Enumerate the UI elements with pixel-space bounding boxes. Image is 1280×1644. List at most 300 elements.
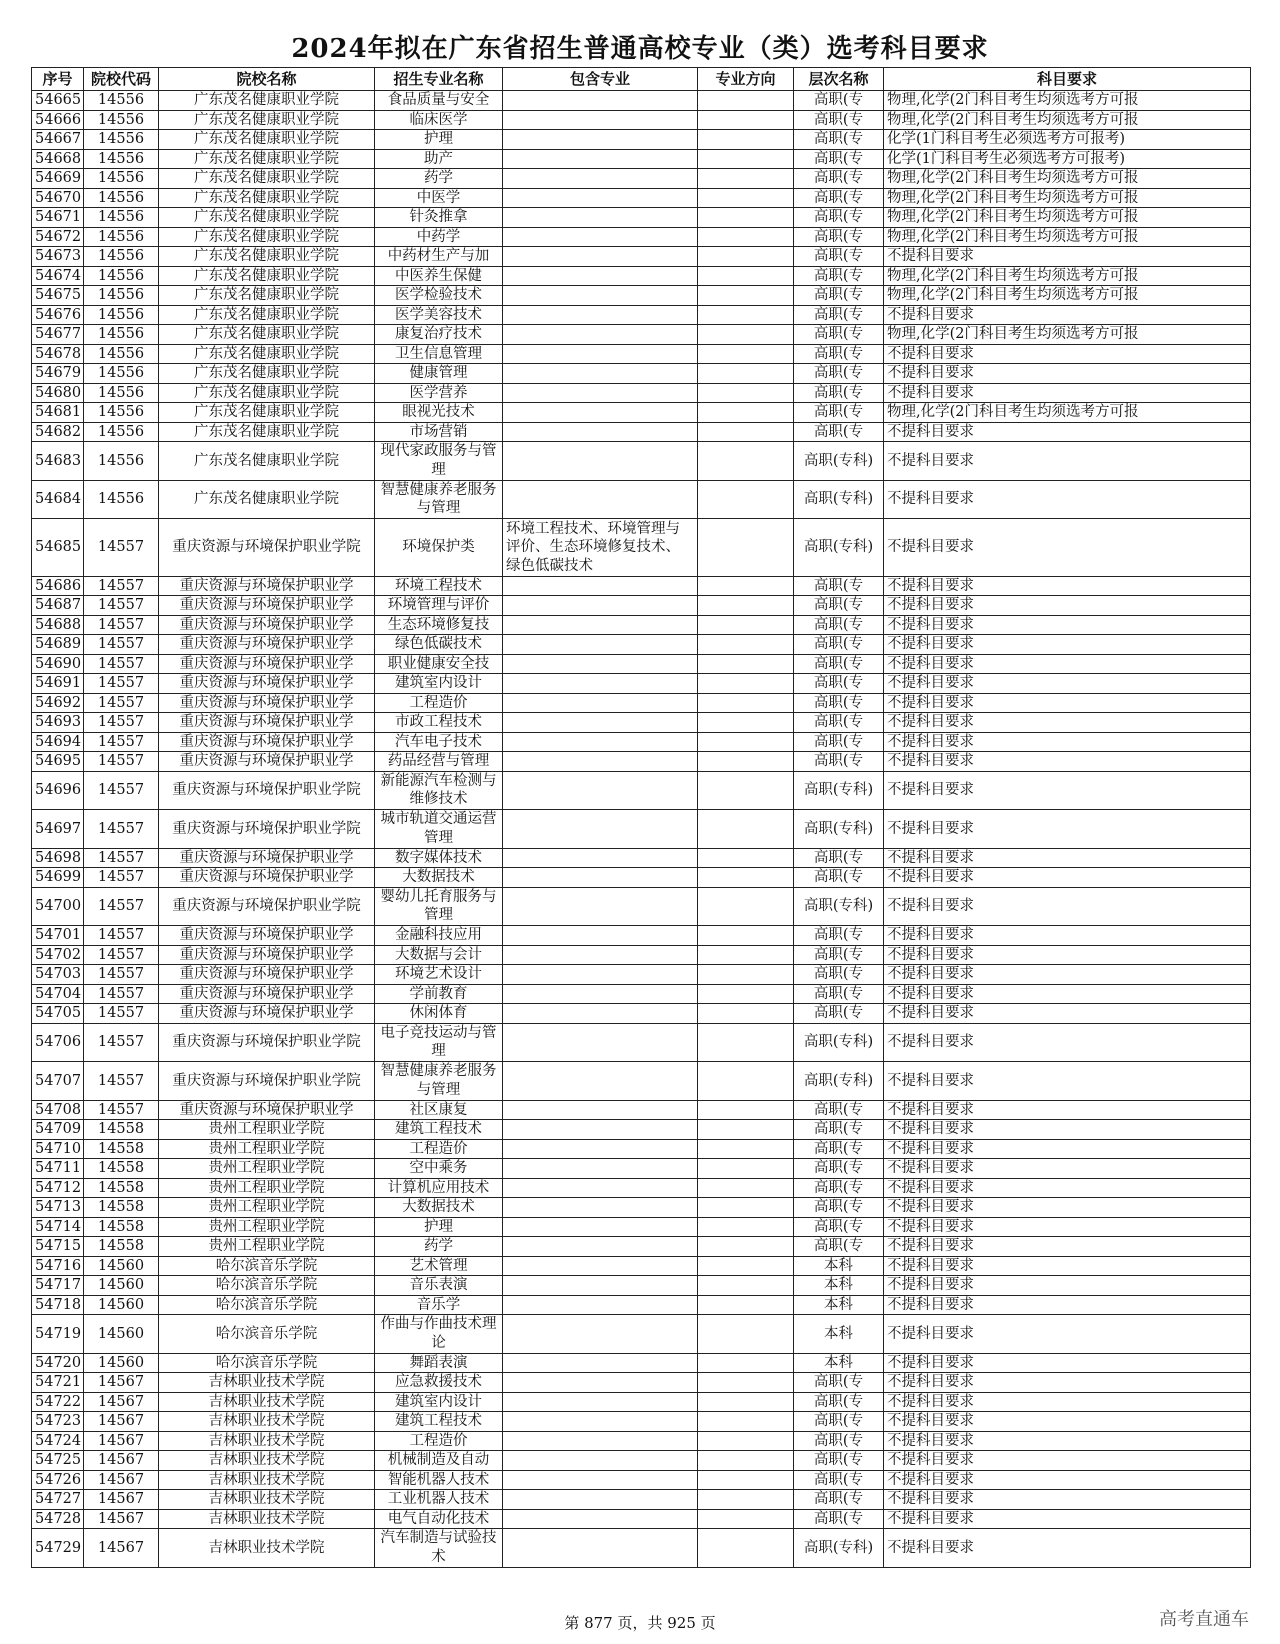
cell-subject-requirement: 不提科目要求 <box>884 674 1251 694</box>
cell-school-code: 14558 <box>84 1159 159 1179</box>
cell-level: 高职(专 <box>794 848 884 868</box>
cell-major-name: 城市轨道交通运营管理 <box>375 810 503 849</box>
cell-major-direction <box>698 848 794 868</box>
cell-subject-requirement: 不提科目要求 <box>884 1315 1251 1354</box>
cell-included-majors <box>503 674 698 694</box>
cell-major-direction <box>698 771 794 810</box>
table-row <box>32 1276 1251 1296</box>
cell-major-name: 药学 <box>375 1237 503 1257</box>
cell-school-code: 14556 <box>84 91 159 111</box>
cell-level: 高职(专 <box>794 576 884 596</box>
cell-major-name: 学前教育 <box>375 984 503 1004</box>
table-row <box>32 1100 1251 1120</box>
cell-school-name: 吉林职业技术学院 <box>159 1431 375 1451</box>
cell-major-direction <box>698 868 794 888</box>
cell-major-direction <box>698 1237 794 1257</box>
table-row <box>32 383 1251 403</box>
cell-major-direction <box>698 1431 794 1451</box>
cell-included-majors <box>503 227 698 247</box>
cell-included-majors <box>503 1120 698 1140</box>
cell-major-name: 中医养生保健 <box>375 266 503 286</box>
cell-school-name: 广东茂名健康职业学院 <box>159 266 375 286</box>
cell-major-name: 医学检验技术 <box>375 286 503 306</box>
cell-serial: 54679 <box>32 364 84 384</box>
cell-serial: 54700 <box>32 887 84 926</box>
cell-school-name: 重庆资源与环境保护职业学 <box>159 596 375 616</box>
cell-level: 高职(专 <box>794 305 884 325</box>
cell-subject-requirement: 不提科目要求 <box>884 771 1251 810</box>
cell-school-code: 14556 <box>84 364 159 384</box>
cell-level: 高职(专 <box>794 1237 884 1257</box>
cell-school-name: 广东茂名健康职业学院 <box>159 422 375 442</box>
cell-included-majors <box>503 383 698 403</box>
cell-level: 高职(专 <box>794 1100 884 1120</box>
cell-major-name: 建筑工程技术 <box>375 1120 503 1140</box>
table-row <box>32 693 1251 713</box>
cell-serial: 54670 <box>32 188 84 208</box>
cell-school-name: 贵州工程职业学院 <box>159 1237 375 1257</box>
cell-serial: 54674 <box>32 266 84 286</box>
cell-level: 高职(专 <box>794 984 884 1004</box>
cell-level: 高职(专 <box>794 635 884 655</box>
cell-school-name: 贵州工程职业学院 <box>159 1139 375 1159</box>
cell-school-code: 14567 <box>84 1392 159 1412</box>
cell-major-name: 康复治疗技术 <box>375 325 503 345</box>
table-row <box>32 771 1251 810</box>
cell-major-direction <box>698 1392 794 1412</box>
cell-level: 高职(专 <box>794 110 884 130</box>
cell-major-direction <box>698 713 794 733</box>
cell-major-direction <box>698 732 794 752</box>
cell-school-name: 重庆资源与环境保护职业学院 <box>159 1023 375 1062</box>
cell-level: 高职(专 <box>794 654 884 674</box>
cell-school-name: 重庆资源与环境保护职业学 <box>159 576 375 596</box>
cell-school-name: 广东茂名健康职业学院 <box>159 91 375 111</box>
table-row <box>32 596 1251 616</box>
cell-subject-requirement: 不提科目要求 <box>884 732 1251 752</box>
cell-major-direction <box>698 247 794 267</box>
cell-school-code: 14556 <box>84 344 159 364</box>
cell-serial: 54725 <box>32 1451 84 1471</box>
cell-serial: 54690 <box>32 654 84 674</box>
cell-major-name: 社区康复 <box>375 1100 503 1120</box>
cell-school-name: 广东茂名健康职业学院 <box>159 403 375 423</box>
cell-subject-requirement: 物理,化学(2门科目考生均须选考方可报 <box>884 286 1251 306</box>
cell-included-majors <box>503 1178 698 1198</box>
cell-major-direction <box>698 1276 794 1296</box>
cell-serial: 54722 <box>32 1392 84 1412</box>
cell-school-name: 重庆资源与环境保护职业学院 <box>159 519 375 577</box>
cell-subject-requirement: 不提科目要求 <box>884 752 1251 772</box>
cell-major-name: 数字媒体技术 <box>375 848 503 868</box>
cell-school-name: 哈尔滨音乐学院 <box>159 1295 375 1315</box>
cell-school-name: 重庆资源与环境保护职业学院 <box>159 771 375 810</box>
cell-serial: 54701 <box>32 926 84 946</box>
cell-major-name: 工程造价 <box>375 693 503 713</box>
cell-major-direction <box>698 1159 794 1179</box>
cell-subject-requirement: 不提科目要求 <box>884 1373 1251 1393</box>
cell-included-majors <box>503 771 698 810</box>
cell-major-direction <box>698 188 794 208</box>
cell-subject-requirement: 不提科目要求 <box>884 887 1251 926</box>
cell-school-name: 广东茂名健康职业学院 <box>159 442 375 481</box>
cell-included-majors <box>503 654 698 674</box>
watermark-logo: 高考直通车 <box>1159 1609 1249 1630</box>
cell-major-name: 新能源汽车检测与维修技术 <box>375 771 503 810</box>
cell-level: 高职(专 <box>794 1470 884 1490</box>
table-row <box>32 130 1251 150</box>
cell-major-direction <box>698 752 794 772</box>
cell-included-majors <box>503 810 698 849</box>
cell-serial: 54671 <box>32 208 84 228</box>
cell-major-direction <box>698 654 794 674</box>
table-row <box>32 1062 1251 1101</box>
cell-school-code: 14556 <box>84 130 159 150</box>
cell-level: 高职(专科) <box>794 887 884 926</box>
cell-level: 高职(专 <box>794 926 884 946</box>
cell-school-name: 重庆资源与环境保护职业学院 <box>159 887 375 926</box>
cell-major-name: 大数据技术 <box>375 868 503 888</box>
cell-major-direction <box>698 1509 794 1529</box>
cell-included-majors <box>503 208 698 228</box>
cell-included-majors <box>503 1100 698 1120</box>
header-subject-requirement: 科目要求 <box>884 68 1251 91</box>
cell-school-name: 吉林职业技术学院 <box>159 1529 375 1568</box>
cell-serial: 54707 <box>32 1062 84 1101</box>
cell-serial: 54686 <box>32 576 84 596</box>
cell-subject-requirement: 化学(1门科目考生必须选考方可报考) <box>884 149 1251 169</box>
cell-subject-requirement: 不提科目要求 <box>884 1120 1251 1140</box>
table-row <box>32 227 1251 247</box>
page-footer: 第 877 页，共 925 页 <box>564 1614 716 1632</box>
cell-school-code: 14567 <box>84 1431 159 1451</box>
cell-major-direction <box>698 635 794 655</box>
cell-subject-requirement: 物理,化学(2门科目考生均须选考方可报 <box>884 188 1251 208</box>
cell-included-majors <box>503 1295 698 1315</box>
cell-included-majors <box>503 1023 698 1062</box>
cell-serial: 54716 <box>32 1256 84 1276</box>
cell-serial: 54719 <box>32 1315 84 1354</box>
cell-major-direction <box>698 984 794 1004</box>
table-row <box>32 110 1251 130</box>
cell-school-name: 吉林职业技术学院 <box>159 1373 375 1393</box>
cell-subject-requirement: 物理,化学(2门科目考生均须选考方可报 <box>884 227 1251 247</box>
table-row <box>32 169 1251 189</box>
cell-level: 高职(专 <box>794 1373 884 1393</box>
cell-school-name: 吉林职业技术学院 <box>159 1451 375 1471</box>
cell-level: 本科 <box>794 1353 884 1373</box>
cell-school-code: 14557 <box>84 926 159 946</box>
cell-included-majors <box>503 344 698 364</box>
cell-level: 本科 <box>794 1295 884 1315</box>
cell-school-name: 哈尔滨音乐学院 <box>159 1256 375 1276</box>
cell-major-name: 应急救援技术 <box>375 1373 503 1393</box>
cell-school-code: 14558 <box>84 1120 159 1140</box>
cell-level: 高职(专 <box>794 945 884 965</box>
cell-level: 高职(专 <box>794 1490 884 1510</box>
cell-included-majors <box>503 286 698 306</box>
cell-school-name: 广东茂名健康职业学院 <box>159 325 375 345</box>
cell-serial: 54694 <box>32 732 84 752</box>
cell-major-name: 眼视光技术 <box>375 403 503 423</box>
cell-major-direction <box>698 383 794 403</box>
cell-major-direction <box>698 1490 794 1510</box>
cell-major-direction <box>698 1295 794 1315</box>
cell-school-name: 重庆资源与环境保护职业学 <box>159 1100 375 1120</box>
cell-included-majors <box>503 1062 698 1101</box>
table-row <box>32 91 1251 111</box>
cell-included-majors <box>503 1490 698 1510</box>
cell-subject-requirement: 不提科目要求 <box>884 442 1251 481</box>
cell-level: 高职(专科) <box>794 1529 884 1568</box>
cell-included-majors <box>503 752 698 772</box>
cell-major-name: 食品质量与安全 <box>375 91 503 111</box>
cell-school-name: 广东茂名健康职业学院 <box>159 247 375 267</box>
cell-level: 高职(专 <box>794 169 884 189</box>
cell-subject-requirement: 物理,化学(2门科目考生均须选考方可报 <box>884 266 1251 286</box>
cell-school-code: 14556 <box>84 208 159 228</box>
table-row <box>32 752 1251 772</box>
cell-level: 高职(专 <box>794 1451 884 1471</box>
cell-major-name: 中药学 <box>375 227 503 247</box>
table-row <box>32 1470 1251 1490</box>
cell-major-direction <box>698 1412 794 1432</box>
cell-major-direction <box>698 149 794 169</box>
cell-included-majors <box>503 1509 698 1529</box>
header-major-direction: 专业方向 <box>698 68 794 91</box>
cell-level: 高职(专 <box>794 1431 884 1451</box>
cell-subject-requirement: 不提科目要求 <box>884 344 1251 364</box>
cell-major-name: 绿色低碳技术 <box>375 635 503 655</box>
cell-subject-requirement: 物理,化学(2门科目考生均须选考方可报 <box>884 208 1251 228</box>
table-row <box>32 1315 1251 1354</box>
table-row <box>32 732 1251 752</box>
cell-school-code: 14557 <box>84 576 159 596</box>
cell-school-code: 14556 <box>84 227 159 247</box>
cell-major-direction <box>698 325 794 345</box>
cell-school-name: 重庆资源与环境保护职业学 <box>159 984 375 1004</box>
cell-major-name: 金融科技应用 <box>375 926 503 946</box>
table-row <box>32 810 1251 849</box>
cell-subject-requirement: 不提科目要求 <box>884 1023 1251 1062</box>
cell-major-name: 机械制造及自动 <box>375 1451 503 1471</box>
cell-subject-requirement: 不提科目要求 <box>884 1256 1251 1276</box>
table-row <box>32 266 1251 286</box>
cell-included-majors <box>503 442 698 481</box>
table-row <box>32 519 1251 577</box>
cell-serial: 54699 <box>32 868 84 888</box>
cell-serial: 54715 <box>32 1237 84 1257</box>
cell-serial: 54698 <box>32 848 84 868</box>
table-row <box>32 208 1251 228</box>
cell-major-name: 护理 <box>375 1217 503 1237</box>
cell-included-majors <box>503 188 698 208</box>
table-row <box>32 305 1251 325</box>
cell-school-name: 广东茂名健康职业学院 <box>159 169 375 189</box>
table-row <box>32 1353 1251 1373</box>
table-row <box>32 1004 1251 1024</box>
cell-subject-requirement: 不提科目要求 <box>884 654 1251 674</box>
cell-level: 高职(专 <box>794 1509 884 1529</box>
cell-subject-requirement: 不提科目要求 <box>884 945 1251 965</box>
cell-school-code: 14560 <box>84 1353 159 1373</box>
cell-included-majors <box>503 576 698 596</box>
cell-included-majors <box>503 868 698 888</box>
header-school-name: 院校名称 <box>159 68 375 91</box>
cell-major-direction <box>698 442 794 481</box>
cell-school-code: 14558 <box>84 1237 159 1257</box>
cell-serial: 54721 <box>32 1373 84 1393</box>
cell-major-name: 药品经营与管理 <box>375 752 503 772</box>
cell-major-direction <box>698 208 794 228</box>
cell-school-name: 广东茂名健康职业学院 <box>159 110 375 130</box>
cell-serial: 54682 <box>32 422 84 442</box>
cell-school-code: 14557 <box>84 615 159 635</box>
cell-major-direction <box>698 1100 794 1120</box>
cell-serial: 54717 <box>32 1276 84 1296</box>
cell-serial: 54724 <box>32 1431 84 1451</box>
cell-serial: 54727 <box>32 1490 84 1510</box>
cell-school-code: 14557 <box>84 1004 159 1024</box>
cell-subject-requirement: 不提科目要求 <box>884 868 1251 888</box>
cell-school-name: 哈尔滨音乐学院 <box>159 1315 375 1354</box>
table-row <box>32 1373 1251 1393</box>
cell-subject-requirement: 物理,化学(2门科目考生均须选考方可报 <box>884 91 1251 111</box>
table-row <box>32 654 1251 674</box>
cell-level: 高职(专 <box>794 732 884 752</box>
cell-school-code: 14557 <box>84 984 159 1004</box>
cell-major-direction <box>698 596 794 616</box>
cell-subject-requirement: 不提科目要求 <box>884 1451 1251 1471</box>
table-row <box>32 247 1251 267</box>
cell-serial: 54728 <box>32 1509 84 1529</box>
cell-serial: 54695 <box>32 752 84 772</box>
cell-major-name: 艺术管理 <box>375 1256 503 1276</box>
table-row <box>32 364 1251 384</box>
cell-subject-requirement: 不提科目要求 <box>884 984 1251 1004</box>
cell-serial: 54680 <box>32 383 84 403</box>
cell-major-name: 建筑室内设计 <box>375 1392 503 1412</box>
cell-serial: 54689 <box>32 635 84 655</box>
header-major-name: 招生专业名称 <box>375 68 503 91</box>
cell-serial: 54681 <box>32 403 84 423</box>
cell-serial: 54684 <box>32 480 84 519</box>
table-row <box>32 1256 1251 1276</box>
cell-level: 高职(专 <box>794 693 884 713</box>
cell-school-name: 贵州工程职业学院 <box>159 1178 375 1198</box>
cell-included-majors <box>503 1470 698 1490</box>
table-row <box>32 422 1251 442</box>
cell-subject-requirement: 不提科目要求 <box>884 1100 1251 1120</box>
cell-level: 高职(专科) <box>794 810 884 849</box>
cell-level: 高职(专 <box>794 91 884 111</box>
cell-major-direction <box>698 693 794 713</box>
cell-subject-requirement: 不提科目要求 <box>884 926 1251 946</box>
cell-included-majors <box>503 1392 698 1412</box>
cell-serial: 54685 <box>32 519 84 577</box>
cell-serial: 54691 <box>32 674 84 694</box>
cell-major-direction <box>698 887 794 926</box>
cell-serial: 54665 <box>32 91 84 111</box>
cell-major-name: 环境艺术设计 <box>375 965 503 985</box>
cell-school-code: 14557 <box>84 713 159 733</box>
cell-school-code: 14557 <box>84 654 159 674</box>
table-row <box>32 615 1251 635</box>
cell-major-direction <box>698 403 794 423</box>
cell-major-name: 工程造价 <box>375 1139 503 1159</box>
cell-level: 高职(专 <box>794 208 884 228</box>
cell-major-direction <box>698 1529 794 1568</box>
cell-school-code: 14558 <box>84 1198 159 1218</box>
cell-school-name: 重庆资源与环境保护职业学院 <box>159 810 375 849</box>
cell-serial: 54708 <box>32 1100 84 1120</box>
cell-major-direction <box>698 945 794 965</box>
cell-school-name: 贵州工程职业学院 <box>159 1198 375 1218</box>
cell-school-code: 14557 <box>84 596 159 616</box>
cell-school-name: 重庆资源与环境保护职业学 <box>159 693 375 713</box>
cell-subject-requirement: 不提科目要求 <box>884 1470 1251 1490</box>
cell-level: 高职(专 <box>794 422 884 442</box>
cell-school-name: 吉林职业技术学院 <box>159 1470 375 1490</box>
cell-level: 高职(专 <box>794 615 884 635</box>
table-row <box>32 848 1251 868</box>
cell-subject-requirement: 不提科目要求 <box>884 1276 1251 1296</box>
cell-major-direction <box>698 1139 794 1159</box>
cell-subject-requirement: 不提科目要求 <box>884 1431 1251 1451</box>
cell-serial: 54676 <box>32 305 84 325</box>
cell-major-direction <box>698 1004 794 1024</box>
cell-serial: 54704 <box>32 984 84 1004</box>
cell-included-majors <box>503 887 698 926</box>
cell-level: 本科 <box>794 1315 884 1354</box>
cell-school-name: 广东茂名健康职业学院 <box>159 188 375 208</box>
cell-school-name: 广东茂名健康职业学院 <box>159 364 375 384</box>
cell-school-code: 14567 <box>84 1373 159 1393</box>
cell-major-direction <box>698 965 794 985</box>
cell-subject-requirement: 不提科目要求 <box>884 1198 1251 1218</box>
cell-major-direction <box>698 1373 794 1393</box>
cell-included-majors <box>503 713 698 733</box>
cell-major-name: 助产 <box>375 149 503 169</box>
cell-serial: 54720 <box>32 1353 84 1373</box>
cell-serial: 54666 <box>32 110 84 130</box>
table-row <box>32 1451 1251 1471</box>
cell-school-code: 14556 <box>84 188 159 208</box>
cell-level: 高职(专科) <box>794 519 884 577</box>
cell-included-majors <box>503 1276 698 1296</box>
cell-school-code: 14557 <box>84 945 159 965</box>
cell-level: 高职(专 <box>794 1004 884 1024</box>
cell-school-code: 14567 <box>84 1509 159 1529</box>
cell-included-majors <box>503 693 698 713</box>
cell-subject-requirement: 不提科目要求 <box>884 848 1251 868</box>
cell-level: 高职(专 <box>794 1159 884 1179</box>
cell-major-name: 护理 <box>375 130 503 150</box>
cell-included-majors <box>503 848 698 868</box>
cell-serial: 54709 <box>32 1120 84 1140</box>
cell-major-name: 电气自动化技术 <box>375 1509 503 1529</box>
cell-major-direction <box>698 615 794 635</box>
cell-included-majors <box>503 1237 698 1257</box>
cell-included-majors <box>503 1198 698 1218</box>
cell-major-name: 工业机器人技术 <box>375 1490 503 1510</box>
cell-included-majors <box>503 1256 698 1276</box>
cell-major-direction <box>698 1120 794 1140</box>
cell-subject-requirement: 物理,化学(2门科目考生均须选考方可报 <box>884 325 1251 345</box>
cell-level: 高职(专 <box>794 130 884 150</box>
cell-level: 高职(专 <box>794 1120 884 1140</box>
cell-subject-requirement: 不提科目要求 <box>884 713 1251 733</box>
